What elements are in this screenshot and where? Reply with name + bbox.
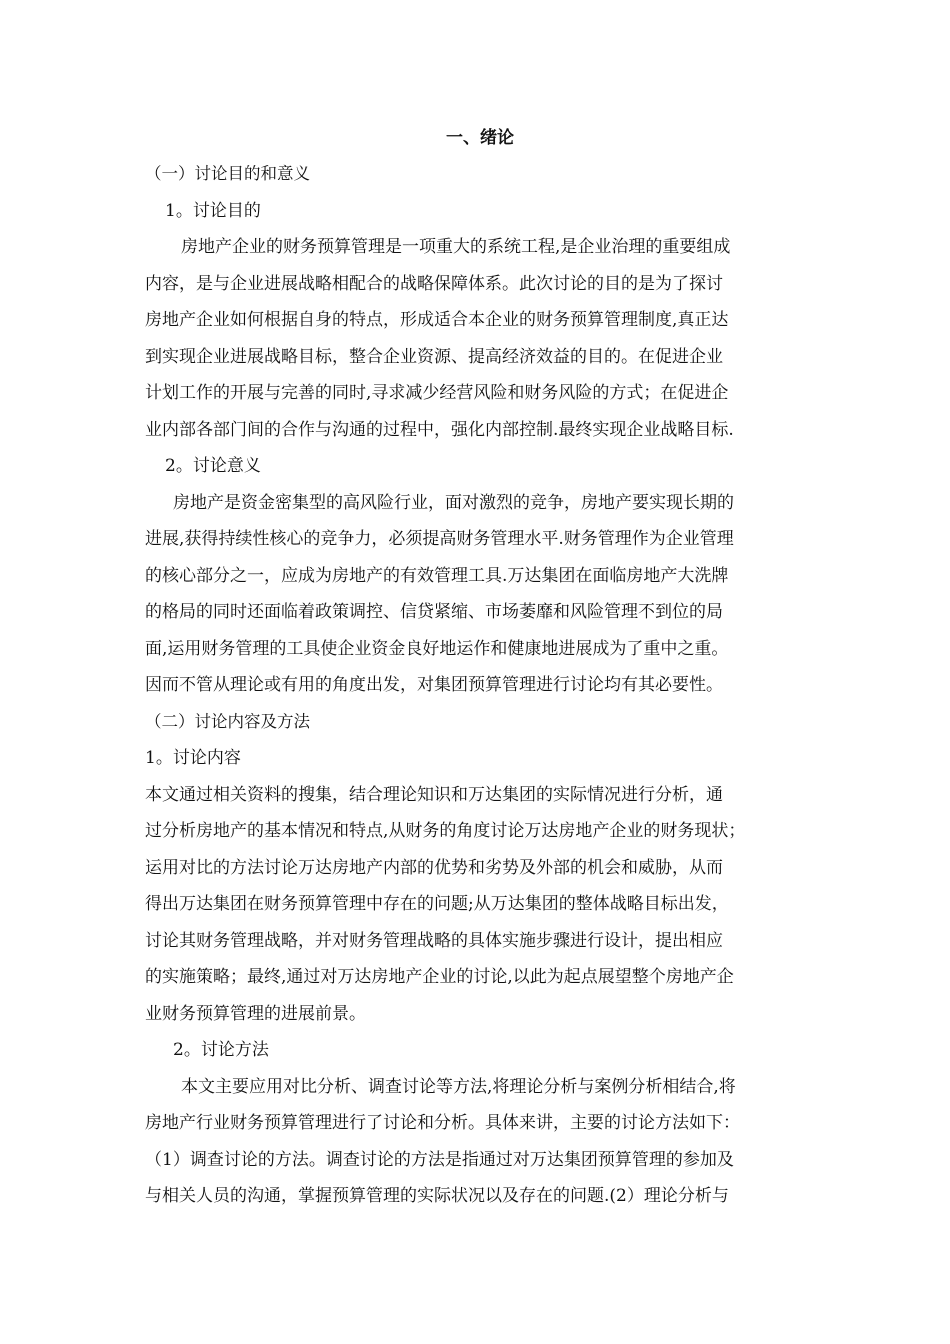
subsection-heading-2-1: 1。讨论内容 (145, 748, 241, 768)
paragraph-line: 因而不管从理论或有用的角度出发，对集团预算管理进行讨论均有其必要性。 (145, 675, 723, 695)
paragraph-line: 得出万达集团在财务预算管理中存在的问题;从万达集团的整体战略目标出发， (145, 894, 729, 914)
paragraph-line: 计划工作的开展与完善的同时,寻求减少经营风险和财务风险的方式；在促进企 (145, 383, 729, 403)
paragraph-line: 本文通过相关资料的搜集，结合理论知识和万达集团的实际情况进行分析，通 (145, 784, 723, 805)
paragraph-line: 面,运用财务管理的工具使企业资金良好地运作和健康地进展成为了重中之重。 (145, 638, 729, 659)
paragraph-line: 与相关人员的沟通，掌握预算管理的实际状况以及存在的问题.(2）理论分析与 (145, 1186, 729, 1206)
paragraph-line: （1）调查讨论的方法。调查讨论的方法是指通过对万达集团预算管理的参加及 (145, 1149, 734, 1170)
subsection-heading-2-2: 2。讨论方法 (173, 1040, 269, 1060)
section-heading-2: （二）讨论内容及方法 (145, 711, 310, 731)
paragraph-line: 到实现企业进展战略目标，整合企业资源、提高经济效益的目的。在促进企业 (145, 346, 723, 367)
document-body (145, 120, 815, 1215)
chapter-title: 一、绪论 (446, 128, 514, 148)
paragraph-line: 讨论其财务管理战略，并对财务管理战略的具体实施步骤进行设计，提出相应 (145, 930, 723, 951)
paragraph-line: 进展,获得持续性核心的竞争力，必须提高财务管理水平.财务管理作为企业管理 (145, 529, 734, 549)
paragraph-line: 的核心部分之一，应成为房地产的有效管理工具.万达集团在面临房地产大洗牌 (145, 565, 729, 586)
paragraph-line: 本文主要应用对比分析、调查讨论等方法,将理论分析与案例分析相结合,将 (181, 1076, 736, 1097)
paragraph-line: 的格局的同时还面临着政策调控、信贷紧缩、市场萎靡和风险管理不到位的局 (145, 602, 723, 622)
paragraph-line: 运用对比的方法讨论万达房地产内部的优势和劣势及外部的机会和威胁，从而 (145, 857, 723, 878)
paragraph-line: 业财务预算管理的进展前景。 (145, 1003, 366, 1024)
paragraph-line: 的实施策略；最终,通过对万达房地产企业的讨论,以此为起点展望整个房地产企 (145, 967, 734, 987)
section-heading-1: （一）讨论目的和意义 (145, 164, 310, 183)
subsection-heading-1-1: 1。讨论目的 (165, 200, 261, 221)
paragraph-line: 房地产行业财务预算管理进行了讨论和分析。具体来讲，主要的讨论方法如下： (145, 1113, 740, 1133)
paragraph-line: 房地产企业如何根据自身的特点，形成适合本企业的财务预算管理制度,真正达 (145, 310, 729, 330)
paragraph-line: 业内部各部门间的合作与沟通的过程中，强化内部控制.最终实现企业战略目标. (145, 419, 734, 440)
subsection-heading-1-2: 2。讨论意义 (165, 456, 261, 476)
paragraph-line: 房地产是资金密集型的高风险行业，面对激烈的竞争，房地产要实现长期的 (173, 492, 734, 513)
paragraph-line: 过分析房地产的基本情况和特点,从财务的角度讨论万达房地产企业的财务现状； (145, 821, 746, 841)
paragraph-line: 内容，是与企业进展战略相配合的战略保障体系。此次讨论的目的是为了探讨 (145, 273, 723, 294)
paragraph-line: 房地产企业的财务预算管理是一项重大的系统工程,是企业治理的重要组成 (181, 237, 731, 257)
